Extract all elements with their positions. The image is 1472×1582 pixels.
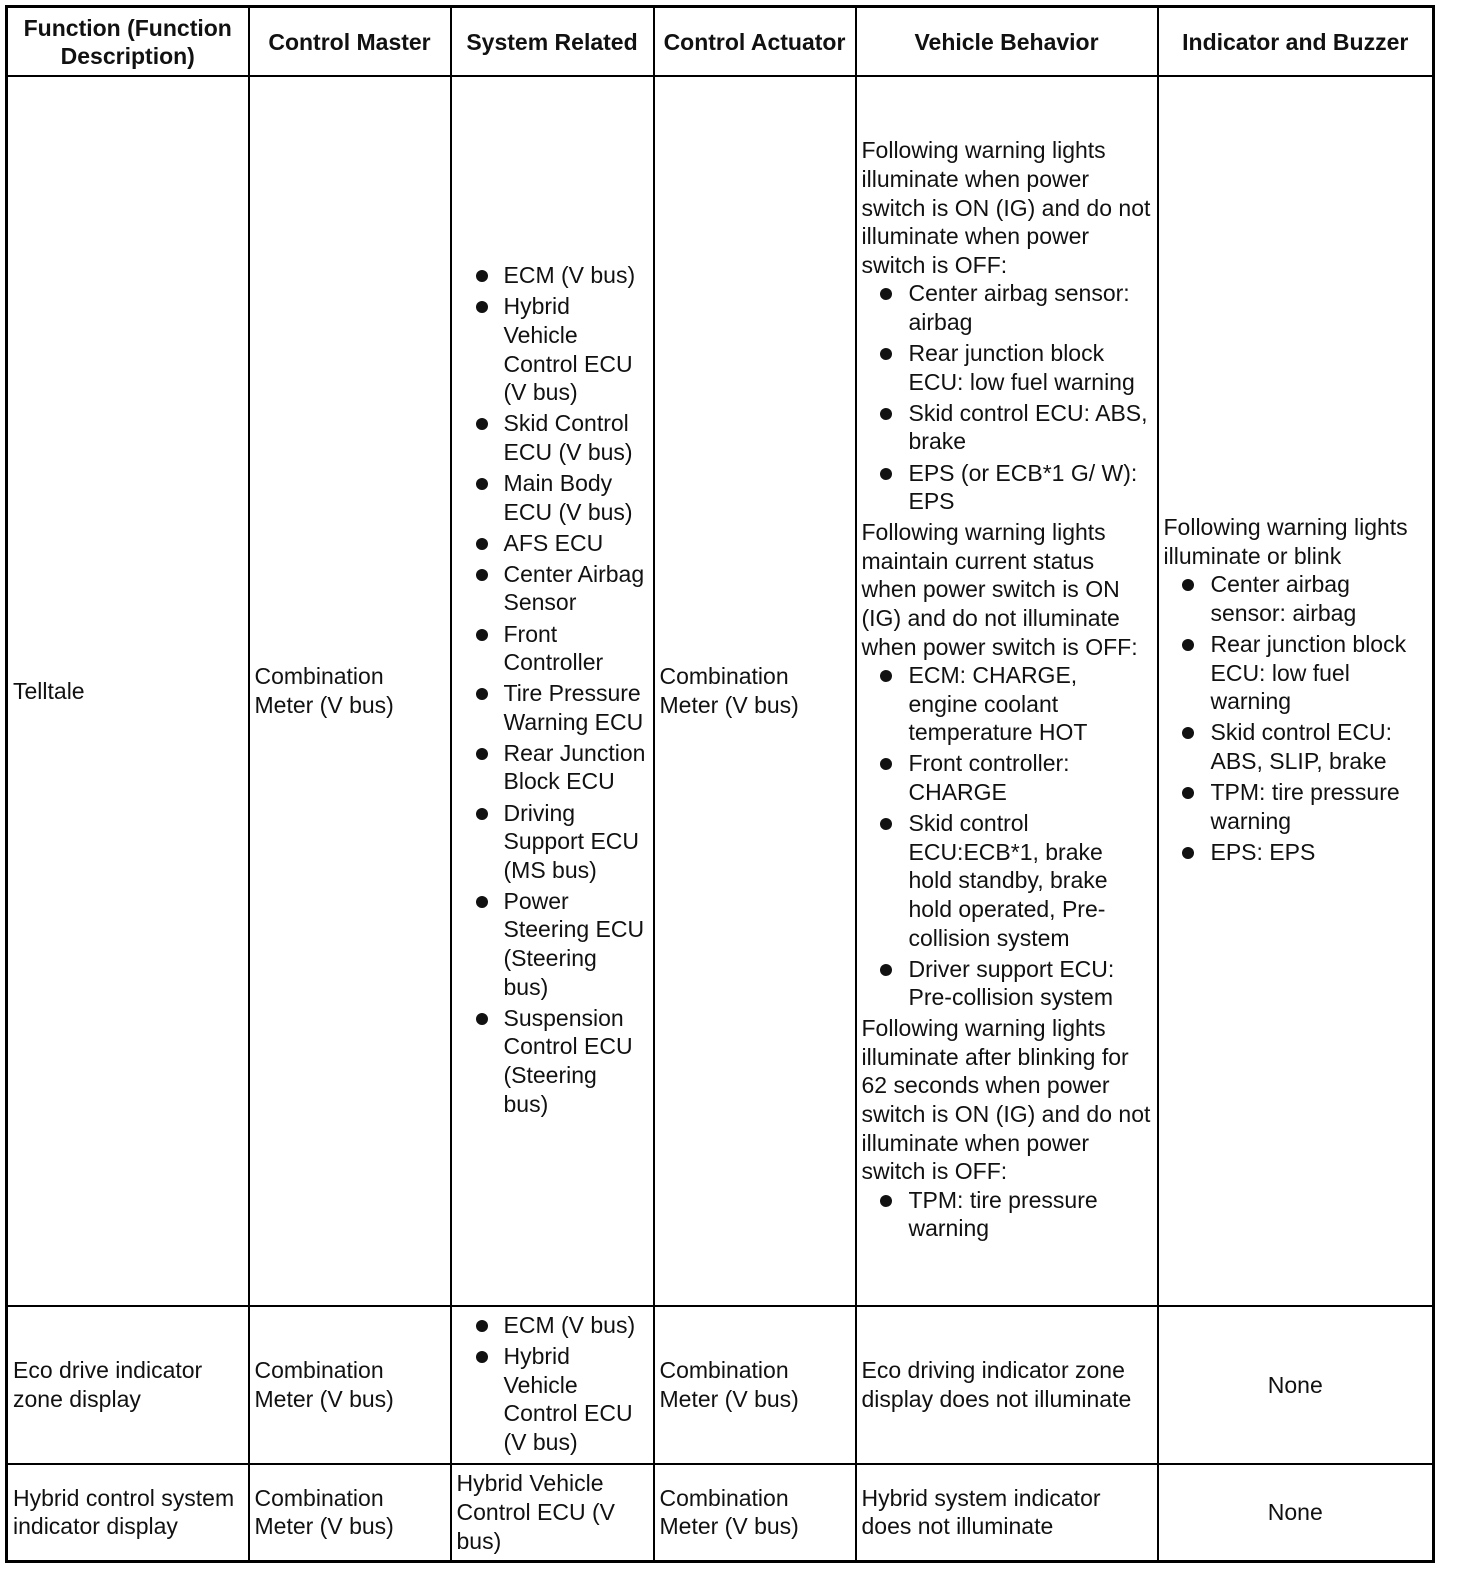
list-item: TPM: tire pressure warning [862, 1186, 1152, 1243]
list-item: EPS (or ECB*1 G/ W): EPS [862, 459, 1152, 516]
list-item: Skid Control ECU (V bus) [457, 409, 648, 466]
cell-function: Telltale [7, 76, 249, 1306]
header-indicator-buzzer: Indicator and Buzzer [1158, 7, 1434, 77]
cell-vehicle-behavior [856, 76, 1158, 1306]
list-item: Tire Pressure Warning ECU [457, 679, 648, 736]
table-row [7, 76, 1434, 1306]
list-item: EPS: EPS [1164, 838, 1428, 867]
function-table [5, 5, 1435, 1563]
list-item: Front Controller [457, 620, 648, 677]
list-item: Skid control ECU: ABS, brake [862, 399, 1152, 456]
cell-control-master: Combination Meter (V bus) [249, 1464, 451, 1561]
header-row [7, 7, 1434, 77]
list-item: Rear junction block ECU: low fuel warning [1164, 630, 1428, 716]
table-row [7, 1306, 1434, 1464]
cell-system-related [451, 76, 654, 1306]
header-control-actuator: Control Actuator [654, 7, 856, 77]
cell-control-master: Combination Meter (V bus) [249, 76, 451, 1306]
cell-control-master: Combination Meter (V bus) [249, 1306, 451, 1464]
header-function: Function (Function Description) [7, 7, 249, 77]
cell-function: Eco drive indicator zone display [7, 1306, 249, 1464]
cell-control-actuator: Combination Meter (V bus) [654, 1306, 856, 1464]
list-item: Front controller: CHARGE [862, 749, 1152, 806]
list-item: TPM: tire pressure warning [1164, 778, 1428, 835]
list-item: Center airbag sensor: airbag [1164, 570, 1428, 627]
cell-function: Hybrid control system indicator display [7, 1464, 249, 1561]
list-item: Hybrid Vehicle Control ECU (V bus) [457, 1342, 648, 1456]
indicator-list [1164, 570, 1428, 866]
list-item: ECM (V bus) [457, 261, 648, 290]
list-item: Skid control ECU:ECB*1, brake hold standby, brake hold operated, Pre-collision system [862, 809, 1152, 952]
list-item: AFS ECU [457, 529, 648, 558]
cell-vehicle-behavior: Eco driving indicator zone display does not illuminate [856, 1306, 1158, 1464]
cell-control-actuator: Combination Meter (V bus) [654, 76, 856, 1306]
list-item: ECM (V bus) [457, 1311, 648, 1340]
behavior-group-2-list [862, 661, 1152, 1012]
cell-indicator-buzzer: None [1158, 1464, 1434, 1561]
list-item: Center airbag sensor: airbag [862, 279, 1152, 336]
cell-system-related: Hybrid Vehicle Control ECU (V bus) [451, 1464, 654, 1561]
behavior-group-2-text: Following warning lights maintain current status when power switch is ON (IG) and do not illuminate when power switch is OFF: [861, 519, 1138, 660]
indicator-text: Following warning lights illuminate or blink [1163, 514, 1408, 569]
list-item: Skid control ECU: ABS, SLIP, brake [1164, 718, 1428, 775]
cell-indicator-buzzer: None [1158, 1306, 1434, 1464]
behavior-group-3-text: Following warning lights illuminate after blinking for 62 seconds when power switch is ON (IG) and do not illuminate when power switch is OFF: [861, 1015, 1151, 1185]
table-row [7, 1464, 1434, 1561]
cell-control-actuator: Combination Meter (V bus) [654, 1464, 856, 1561]
list-item: Power Steering ECU (Steering bus) [457, 887, 648, 1001]
system-related-list [457, 261, 648, 1118]
behavior-group-1-text: Following warning lights illuminate when power switch is ON (IG) and do not illuminate when power switch is OFF: [861, 137, 1151, 278]
list-item: Rear junction block ECU: low fuel warning [862, 339, 1152, 396]
list-item: Driver support ECU: Pre-collision system [862, 955, 1152, 1012]
list-item: Hybrid Vehicle Control ECU (V bus) [457, 292, 648, 406]
header-control-master: Control Master [249, 7, 451, 77]
cell-system-related [451, 1306, 654, 1464]
list-item: Rear Junction Block ECU [457, 739, 648, 796]
behavior-group-3-list [862, 1186, 1152, 1243]
cell-indicator-buzzer [1158, 76, 1434, 1306]
system-related-list [457, 1311, 648, 1456]
header-system-related: System Related [451, 7, 654, 77]
behavior-group-1-list [862, 279, 1152, 515]
list-item: Suspension Control ECU (Steering bus) [457, 1004, 648, 1118]
list-item: Main Body ECU (V bus) [457, 469, 648, 526]
list-item: Driving Support ECU (MS bus) [457, 799, 648, 885]
header-vehicle-behavior: Vehicle Behavior [856, 7, 1158, 77]
list-item: Center Airbag Sensor [457, 560, 648, 617]
list-item: ECM: CHARGE, engine coolant temperature HOT [862, 661, 1152, 747]
cell-vehicle-behavior: Hybrid system indicator does not illuminate [856, 1464, 1158, 1561]
